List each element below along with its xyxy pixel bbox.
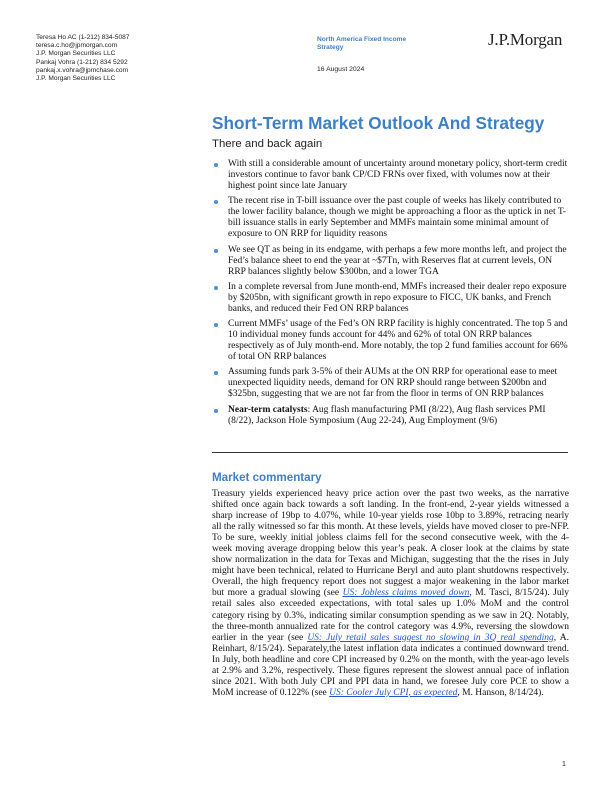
jpmorgan-logo: J.P.Morgan bbox=[488, 30, 563, 49]
contact-line: J.P. Morgan Securities LLC bbox=[36, 75, 116, 83]
bullet-text: The recent rise in T-bill issuance over the past couple of weeks has likely contributed to the lower facility balance, though we might be approaching a floor as the uptick in net T-bill issuance stalls in early September and MMFs maintain some minimal amount of exposure to ON RRP for liquidity reasons bbox=[228, 196, 566, 240]
key-points-list bbox=[212, 159, 569, 431]
bullet-icon bbox=[214, 323, 218, 327]
contact-email[interactable]: pankaj.x.vohra@jpmchase.com bbox=[36, 66, 129, 74]
series-line: North America Fixed Income bbox=[317, 36, 407, 43]
bullet-text: Assuming funds park 3-5% of their AUMs at the ON RRP for operational ease to meet unexpected liquidity needs, demand for ON RRP should range between $200bn and $325bn, suggesting that we are not far from the floor in terms of ON RRP balances bbox=[228, 367, 558, 400]
commentary-paragraph bbox=[212, 489, 569, 699]
section-heading: Market commentary bbox=[212, 471, 322, 484]
bullet-text: With still a considerable amount of uncertainty around monetary policy, short-term credit investors continue to favor bank CP/CD FRNs over fixed, with volumes now at their highest point since late January bbox=[228, 159, 568, 192]
bullet-text: We see QT as being in its endgame, with perhaps a few more months left, and project the Fed’s balance sheet to end the year at ~$7Tn, with Reserves flat at current levels, ON RRP balances slightly below $300bn, and a lower TGA bbox=[228, 244, 567, 277]
list-item bbox=[212, 159, 569, 192]
page-subtitle: There and back again bbox=[212, 138, 323, 150]
list-item bbox=[212, 245, 569, 278]
jobless-claims-link[interactable]: US: Jobless claims moved down bbox=[342, 588, 470, 599]
contact-email[interactable]: teresa.c.ho@jpmorgan.com bbox=[36, 42, 118, 50]
section-divider bbox=[212, 452, 568, 453]
contact-line: Teresa Ho AC (1-212) 834-5087 bbox=[36, 34, 130, 41]
contact-line: Pankaj Vohra (1-212) 834 5292 bbox=[36, 58, 128, 66]
report-date: 16 August 2024 bbox=[317, 66, 365, 73]
list-item bbox=[212, 319, 569, 363]
retail-sales-link[interactable]: US: July retail sales suggest no slowing in 3Q real spending bbox=[307, 632, 554, 643]
bullet-text: : Aug flash manufacturing PMI (8/22), Aug flash services PMI (8/22), Jackson Hole Symposium (Aug 22-24), Aug Employment (9/6) bbox=[228, 404, 546, 426]
commentary-text: , A. Reinhart, 8/15/24). Separately,the latest inflation data indicates a continued downward trend. In July, both headline and core CPI increased by 0.2% on the month, with the year-ago levels at 2.9% and 3.2%, respectively. These figures represent the slowest annual pace of inflation since 2021. With both July CPI and PPI data in hand, we foresee July core PCE to show a MoM increase of 0.122% (see bbox=[212, 632, 569, 698]
analyst-contacts bbox=[36, 34, 216, 83]
page-title: Short-Term Market Outlook And Strategy bbox=[212, 113, 545, 133]
commentary-text: , M. Hanson, 8/14/24). bbox=[457, 687, 544, 698]
bullet-icon bbox=[214, 409, 218, 413]
bullet-icon bbox=[214, 286, 218, 290]
contact-line: J.P. Morgan Securities LLC bbox=[36, 50, 116, 58]
bullet-lead: Near-term catalysts bbox=[228, 404, 308, 415]
bullet-icon bbox=[214, 371, 218, 375]
page-number: 1 bbox=[562, 761, 566, 768]
list-item bbox=[212, 196, 569, 240]
bullet-text: Current MMFs’ usage of the Fed’s ON RRP facility is highly concentrated. The top 5 and 10 individual money funds account for 44% and 62% of total ON RRP balances respectively as of July month-end. More notably, the top 2 fund families account for 66% of total ON RRP balances bbox=[228, 318, 568, 363]
list-item bbox=[212, 282, 569, 315]
commentary-text: Treasury yields experienced heavy price action over the past two weeks, as the narrative shifted once again back towards a soft landing. In the front-end, 2-year yields witnessed a sharp increase of 19bp to 4.07%, while 10-year yields rose 10bp to 3.89%, retracing nearly all the rally witnessed so far this month. At these levels, yields have moved closer to pre-NFP. To be sure, weekly initial jobless claims fell for the second consecutive week, with the 4-week moving average dropping below this year’s peak. A closer look at the claims by state show normalization in the data for Texas and Michigan, suggesting that the the rises in July might have been technical, related to Hurricane Beryl and auto plant shutdowns respectively. Overall, the high frequency report does not suggest a major weakening in the labor market but more a gradual slowing (see bbox=[212, 489, 569, 599]
bullet-text: In a complete reversal from June month-end, MMFs increased their dealer repo exposure by $205bn, with significant growth in repo exposure to FICC, UK banks, and French banks, and reduced their Fed ON RRP balances bbox=[228, 281, 567, 314]
cpi-link[interactable]: US: Cooler July CPI, as expected bbox=[329, 687, 458, 698]
report-series bbox=[317, 36, 457, 52]
series-line: Strategy bbox=[317, 44, 344, 52]
list-item bbox=[212, 367, 569, 400]
bullet-icon bbox=[214, 163, 218, 167]
commentary-text: , M. Tasci, 8/15/24). July retail sales also exceeded expectations, with total sales up 1.0% MoM and the control category rising by 0.3%, indicating similar consumption spending as we saw in 2Q. Notably, the three-month annualized rate for the control category was 4.9%, reversing the slowdown earlier in the year (see bbox=[212, 588, 569, 643]
list-item bbox=[212, 405, 569, 427]
bullet-icon bbox=[214, 249, 218, 253]
bullet-icon bbox=[214, 200, 218, 204]
